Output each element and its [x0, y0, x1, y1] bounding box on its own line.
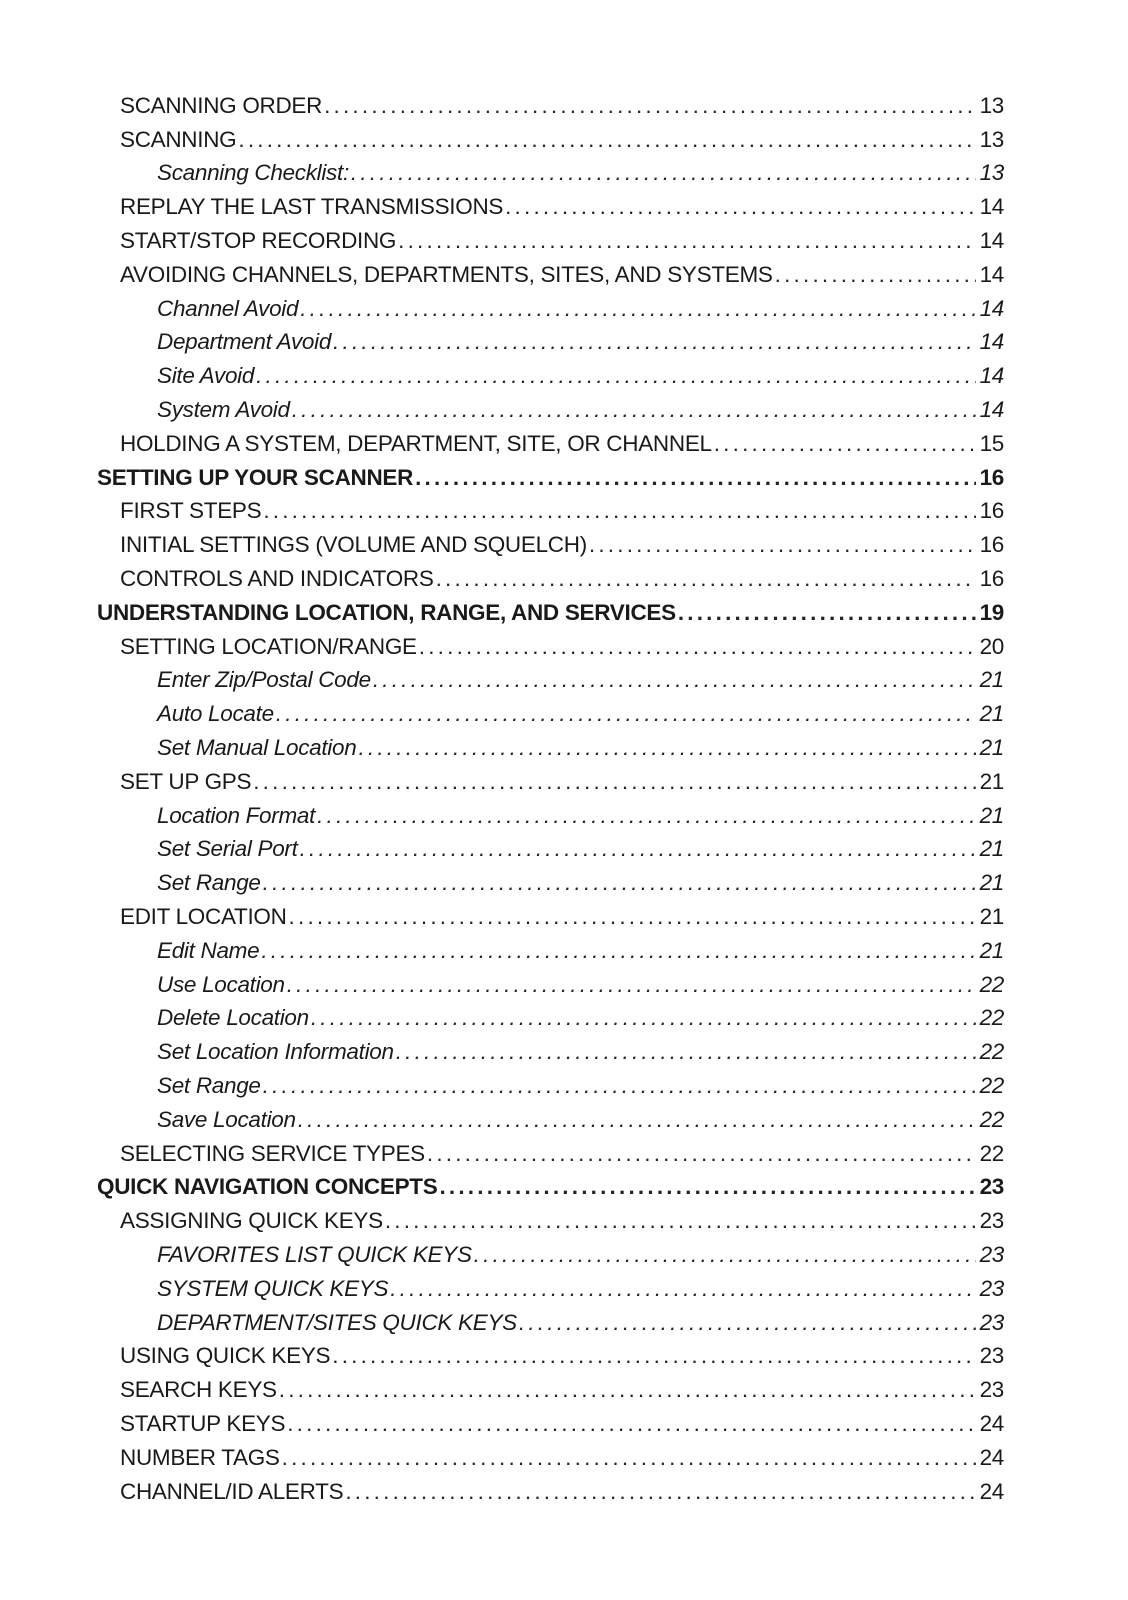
dot-leader: [276, 701, 976, 727]
toc-entry-page-number: 16: [979, 566, 1004, 592]
toc-entry-title: Enter Zip/Postal Code: [157, 667, 371, 693]
toc-subentry[interactable]: [0, 326, 1128, 360]
toc-entry-line: [157, 393, 1004, 427]
dot-leader: [714, 431, 976, 457]
dot-leader: [439, 1174, 975, 1200]
toc-entry-line: [120, 89, 1004, 123]
dot-leader: [390, 1276, 975, 1302]
toc-subentry[interactable]: [0, 833, 1128, 867]
toc-entry-line: [120, 495, 1004, 529]
toc-entry-line: [120, 1137, 1004, 1171]
toc-entry[interactable]: [0, 123, 1128, 157]
toc-entry-title: CHANNEL/ID ALERTS: [120, 1478, 344, 1504]
toc-entry[interactable]: [0, 427, 1128, 461]
toc-subentry[interactable]: [0, 664, 1128, 698]
dot-leader: [474, 1242, 976, 1268]
toc-entry-title: Channel Avoid: [157, 295, 299, 321]
toc-entry[interactable]: [0, 900, 1128, 934]
toc-entry-title: Department Avoid: [157, 329, 332, 355]
dot-leader: [238, 127, 975, 153]
toc-entry-page-number: 23: [979, 1208, 1004, 1234]
toc-entry-line: [157, 833, 1004, 867]
toc-entry-line: [120, 528, 1004, 562]
toc-entry-page-number: 23: [979, 1377, 1004, 1403]
toc-entry-title: SYSTEM QUICK KEYS: [157, 1275, 389, 1301]
toc-entry-title: QUICK NAVIGATION CONCEPTS: [97, 1174, 438, 1200]
toc-entry-line: [157, 934, 1004, 968]
toc-entry-title: Set Serial Port: [157, 836, 298, 862]
toc-entry-line: [120, 123, 1004, 157]
dot-leader: [324, 93, 975, 119]
toc-entry-title: DEPARTMENT/SITES QUICK KEYS: [157, 1309, 517, 1335]
toc-subentry[interactable]: [0, 292, 1128, 326]
toc-entry-line: [120, 900, 1004, 934]
toc-entry-line: [157, 326, 1004, 360]
dot-leader: [373, 667, 976, 693]
dot-leader: [300, 836, 976, 862]
toc-entry-title: NUMBER TAGS: [120, 1444, 280, 1470]
toc-entry-line: [97, 596, 1004, 630]
toc-subentry[interactable]: [0, 866, 1128, 900]
dot-leader: [287, 1411, 975, 1437]
toc-entry-title: Location Format: [157, 802, 316, 828]
toc-entry-title: SETTING LOCATION/RANGE: [120, 633, 417, 659]
toc-subentry[interactable]: [0, 1035, 1128, 1069]
toc-entry[interactable]: [0, 1407, 1128, 1441]
dot-leader: [396, 1039, 976, 1065]
toc-entry-page-number: 20: [979, 633, 1004, 659]
toc-entry-page-number: 23: [979, 1309, 1004, 1335]
toc-subentry[interactable]: [0, 359, 1128, 393]
toc-entry-page-number: 13: [979, 92, 1004, 118]
toc-entry-title: CONTROLS AND INDICATORS: [120, 566, 434, 592]
toc-entry-page-number: 22: [979, 1005, 1004, 1031]
toc-entry-line: [157, 1069, 1004, 1103]
toc-entry-page-number: 21: [979, 667, 1004, 693]
toc-entry-title: STARTUP KEYS: [120, 1410, 286, 1436]
table-of-contents: [0, 89, 1128, 1508]
dot-leader: [427, 1141, 976, 1167]
toc-entry-page-number: 14: [979, 228, 1004, 254]
toc-entry-title: SET UP GPS: [120, 768, 252, 794]
toc-entry-line: [120, 630, 1004, 664]
dot-leader: [678, 600, 976, 626]
dot-leader: [345, 1479, 975, 1505]
toc-entry[interactable]: [0, 190, 1128, 224]
toc-entry-page-number: 22: [979, 971, 1004, 997]
toc-entry-title: Auto Locate: [157, 701, 274, 727]
toc-entry-line: [120, 190, 1004, 224]
toc-entry-page-number: 15: [979, 430, 1004, 456]
toc-entry-line: [120, 1339, 1004, 1373]
toc-entry-page-number: 21: [979, 904, 1004, 930]
toc-entry-page-number: 21: [979, 768, 1004, 794]
toc-subentry[interactable]: [0, 1238, 1128, 1272]
toc-entry-page-number: 24: [979, 1410, 1004, 1436]
toc-entry[interactable]: [0, 258, 1128, 292]
toc-entry[interactable]: [0, 1339, 1128, 1373]
toc-entry-page-number: 21: [979, 937, 1004, 963]
dot-leader: [261, 938, 975, 964]
toc-entry[interactable]: [0, 630, 1128, 664]
toc-entry-title: Set Location Information: [157, 1039, 394, 1065]
dot-leader: [263, 870, 976, 896]
toc-entry-line: [157, 1035, 1004, 1069]
toc-subentry[interactable]: [0, 1103, 1128, 1137]
toc-entry-title: Delete Location: [157, 1005, 309, 1031]
dot-leader: [287, 972, 976, 998]
toc-entry-page-number: 16: [979, 498, 1004, 524]
toc-entry-line: [97, 1171, 1004, 1205]
dot-leader: [279, 1377, 976, 1403]
toc-entry-line: [157, 1306, 1004, 1340]
toc-entry-line: [97, 461, 1004, 495]
dot-leader: [311, 1005, 976, 1031]
toc-entry-page-number: 14: [979, 329, 1004, 355]
toc-entry-page-number: 21: [979, 836, 1004, 862]
toc-entry-line: [157, 866, 1004, 900]
toc-entry-page-number: 24: [979, 1444, 1004, 1470]
toc-entry-title: SCANNING: [120, 126, 237, 152]
toc-entry-title: SETTING UP YOUR SCANNER: [97, 464, 414, 490]
toc-entry-page-number: 16: [979, 532, 1004, 558]
dot-leader: [415, 465, 975, 491]
toc-entry-title: INITIAL SETTINGS (VOLUME AND SQUELCH): [120, 532, 587, 558]
toc-entry-line: [120, 1407, 1004, 1441]
toc-entry-line: [157, 1272, 1004, 1306]
toc-entry-line: [157, 968, 1004, 1002]
toc-entry-line: [120, 1475, 1004, 1509]
toc-entry-page-number: 16: [979, 464, 1004, 490]
toc-entry-page-number: 14: [979, 397, 1004, 423]
toc-entry[interactable]: [0, 495, 1128, 529]
dot-leader: [253, 769, 975, 795]
toc-entry-page-number: 22: [979, 1106, 1004, 1132]
toc-entry-page-number: 21: [979, 735, 1004, 761]
toc-entry-title: SCANNING ORDER: [120, 92, 323, 118]
toc-entry-title: USING QUICK KEYS: [120, 1343, 331, 1369]
toc-entry-title: Use Location: [157, 971, 285, 997]
toc-entry-title: Site Avoid: [157, 363, 255, 389]
toc-subentry[interactable]: [0, 157, 1128, 191]
toc-entry-title: Set Range: [157, 1073, 261, 1098]
dot-leader: [282, 1445, 976, 1471]
toc-entry-title: EDIT LOCATION: [120, 904, 287, 930]
dot-leader: [775, 262, 976, 288]
toc-entry-line: [120, 258, 1004, 292]
toc-entry[interactable]: [0, 89, 1128, 123]
toc-subentry[interactable]: [0, 393, 1128, 427]
dot-leader: [398, 228, 975, 254]
toc-entry-line: [157, 1103, 1004, 1137]
toc-entry-page-number: 22: [979, 1039, 1004, 1065]
toc-entry-line: [120, 765, 1004, 799]
toc-subentry[interactable]: [0, 1069, 1128, 1103]
toc-entry-page-number: 14: [979, 194, 1004, 220]
toc-entry[interactable]: [0, 765, 1128, 799]
toc-entry-page-number: 22: [979, 1073, 1004, 1098]
toc-subentry[interactable]: [0, 1002, 1128, 1036]
toc-subentry[interactable]: [0, 731, 1128, 765]
dot-leader: [256, 363, 975, 389]
toc-entry-title: FIRST STEPS: [120, 498, 262, 524]
toc-list: [0, 89, 1128, 1508]
toc-entry-page-number: 13: [979, 160, 1004, 186]
toc-entry-line: [157, 292, 1004, 326]
dot-leader: [292, 397, 976, 423]
toc-entry-page-number: 23: [979, 1174, 1004, 1200]
toc-entry-page-number: 14: [979, 261, 1004, 287]
toc-entry[interactable]: [0, 528, 1128, 562]
dot-leader: [385, 1208, 976, 1234]
dot-leader: [317, 803, 975, 829]
toc-entry-line: [157, 731, 1004, 765]
toc-entry-title: Set Range: [157, 870, 261, 896]
toc-subentry[interactable]: [0, 1272, 1128, 1306]
toc-entry-line: [120, 1204, 1004, 1238]
dot-leader: [505, 194, 975, 220]
toc-entry-title: HOLDING A SYSTEM, DEPARTMENT, SITE, OR CHANNEL: [120, 430, 712, 456]
dot-leader: [300, 296, 975, 322]
toc-entry-title: Edit Name: [157, 937, 260, 963]
toc-entry-page-number: 23: [979, 1241, 1004, 1267]
toc-entry-title: SEARCH KEYS: [120, 1377, 277, 1403]
toc-section-heading[interactable]: [0, 461, 1128, 495]
dot-leader: [333, 329, 976, 355]
toc-entry-line: [157, 1002, 1004, 1036]
dot-leader: [419, 634, 976, 660]
toc-subentry[interactable]: [0, 697, 1128, 731]
dot-leader: [263, 498, 975, 524]
toc-entry-title: START/STOP RECORDING: [120, 228, 397, 254]
toc-entry-line: [157, 1238, 1004, 1272]
toc-entry-line: [157, 157, 1004, 191]
toc-section-heading[interactable]: [0, 1171, 1128, 1205]
toc-subentry[interactable]: [0, 1306, 1128, 1340]
toc-subentry[interactable]: [0, 799, 1128, 833]
toc-entry-page-number: 19: [979, 599, 1004, 625]
toc-entry-title: System Avoid: [157, 397, 290, 423]
toc-entry[interactable]: [0, 1204, 1128, 1238]
toc-entry-page-number: 21: [979, 701, 1004, 727]
toc-entry-title: AVOIDING CHANNELS, DEPARTMENTS, SITES, AND SYSTEMS: [120, 261, 773, 287]
toc-entry-page-number: 21: [979, 802, 1004, 828]
toc-subentry[interactable]: [0, 934, 1128, 968]
toc-entry-title: FAVORITES LIST QUICK KEYS: [157, 1241, 472, 1267]
toc-entry-page-number: 23: [979, 1343, 1004, 1369]
toc-entry-page-number: 21: [979, 870, 1004, 896]
dot-leader: [589, 532, 976, 558]
toc-entry-line: [120, 224, 1004, 258]
dot-leader: [519, 1310, 976, 1336]
toc-entry-page-number: 22: [979, 1140, 1004, 1166]
toc-entry-page-number: 24: [979, 1478, 1004, 1504]
dot-leader: [358, 735, 975, 761]
toc-entry[interactable]: [0, 1441, 1128, 1475]
toc-entry-title: UNDERSTANDING LOCATION, RANGE, AND SERVICES: [97, 599, 676, 625]
toc-entry-page-number: 23: [979, 1275, 1004, 1301]
toc-entry-page-number: 13: [979, 126, 1004, 152]
toc-entry[interactable]: [0, 1475, 1128, 1509]
toc-entry-title: Set Manual Location: [157, 735, 357, 761]
toc-entry-title: ASSIGNING QUICK KEYS: [120, 1208, 383, 1234]
toc-entry-page-number: 14: [979, 363, 1004, 389]
toc-entry-title: SELECTING SERVICE TYPES: [120, 1140, 425, 1166]
dot-leader: [351, 160, 976, 186]
toc-entry-line: [120, 1441, 1004, 1475]
toc-section-heading[interactable]: [0, 596, 1128, 630]
dot-leader: [298, 1107, 976, 1133]
toc-entry-line: [157, 664, 1004, 698]
toc-entry-line: [157, 697, 1004, 731]
toc-entry[interactable]: [0, 1373, 1128, 1407]
toc-entry-line: [157, 359, 1004, 393]
dot-leader: [332, 1343, 975, 1369]
toc-entry-title: Scanning Checklist:: [157, 160, 349, 186]
toc-subentry[interactable]: [0, 968, 1128, 1002]
dot-leader: [289, 904, 976, 930]
toc-entry-page-number: 14: [979, 295, 1004, 321]
toc-entry-line: [120, 1373, 1004, 1407]
dot-leader: [263, 1073, 976, 1099]
toc-entry[interactable]: [0, 1137, 1128, 1171]
toc-entry-title: Save Location: [157, 1106, 296, 1132]
toc-entry-title: REPLAY THE LAST TRANSMISSIONS: [120, 194, 504, 220]
dot-leader: [436, 566, 976, 592]
toc-entry-line: [120, 562, 1004, 596]
toc-entry-line: [157, 799, 1004, 833]
toc-entry[interactable]: [0, 562, 1128, 596]
toc-entry[interactable]: [0, 224, 1128, 258]
toc-entry-line: [120, 427, 1004, 461]
